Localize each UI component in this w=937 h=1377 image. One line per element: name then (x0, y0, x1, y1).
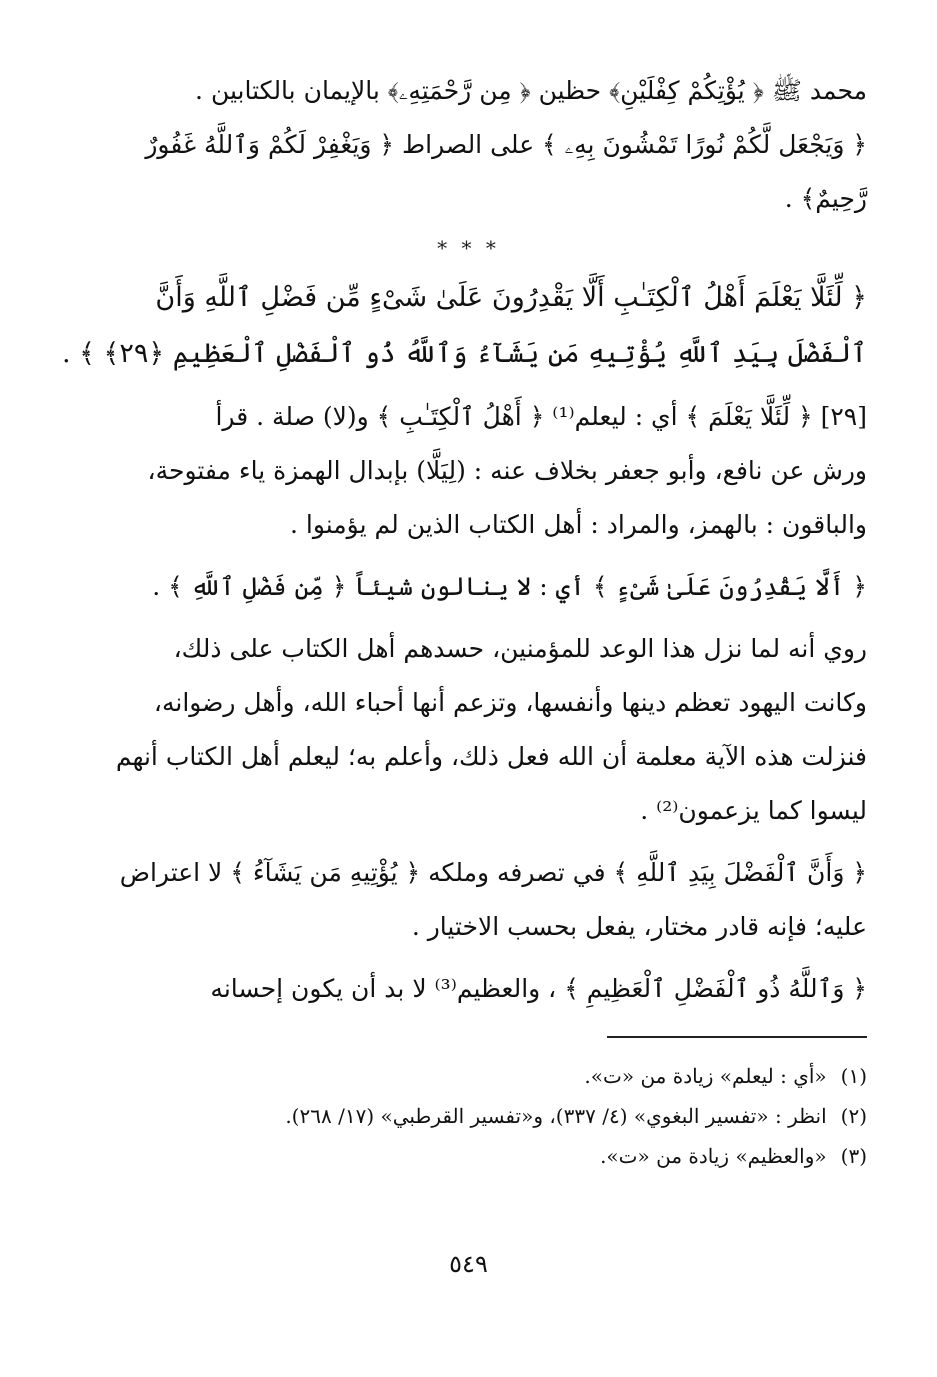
commentary-paragraph (70, 962, 867, 1016)
text-line: عليه؛ فإنه قادر مختار، يفعل بحسب الاختيار . (411, 912, 867, 941)
text-line: روي أنه لما نزل هذا الوعد للمؤمنين، حسدهم أهل الكتاب على ذلك، (173, 634, 867, 663)
footnote-divider-wrap (70, 1016, 867, 1056)
footnote-number: (١) (840, 1064, 867, 1088)
footnote (70, 1056, 867, 1096)
commentary-paragraph (70, 560, 867, 614)
text-line: فنزلت هذه الآية معلمة أن الله فعل ذلك، وأعلم به؛ ليعلم أهل الكتاب أنهم (115, 742, 867, 771)
text-line: ﴿ وَيَجْعَل لَّكُمْ نُورًا تَمْشُونَ بِهِۦ ﴾ على الصراط ﴿ وَيَغْفِرْ لَكُمْ وَٱللَّهُ غَفُورٌ (145, 130, 867, 159)
text-line: ﴿ أَلَّا يَقْدِرُونَ عَلَىٰ شَىْءٍ ﴾ أي : لا ينالون شيئاً ﴿ مِّن فَضْلِ ٱللَّهِ ﴾ . (152, 572, 867, 601)
text-line: ﴿ وَأَنَّ ٱلْفَضْلَ بِيَدِ ٱللَّهِ ﴾ في تصرفه وملكه ﴿ يُؤْتِيهِ مَن يَشَآءُ ﴾ لا اعتراض (119, 858, 867, 887)
section-separator: * * * (437, 236, 500, 260)
footnote (70, 1096, 867, 1136)
footnote-text: «أي : ليعلم» زيادة من «ت». (584, 1064, 827, 1088)
footnote-number: (٣) (840, 1144, 867, 1168)
commentary-paragraph (70, 622, 867, 838)
verse-line: ٱلْفَضْلَ بِيَدِ ٱللَّهِ يُؤْتِيهِ مَن يَشَآءُ وَٱللَّهُ ذُو ٱلْفَضْلِ ٱلْعَظِيمِ ﴿٢٩﴾ ﴾ . (61, 338, 867, 369)
text-line: ﴿ وَٱللَّهُ ذُو ٱلْفَضْلِ ٱلْعَظِيمِ ﴾ ، والعظيم⁽³⁾ لا بد أن يكون إحسانه (210, 974, 867, 1003)
commentary-paragraph (70, 846, 867, 954)
text-line: والباقون : بالهمز، والمراد : أهل الكتاب الذين لم يؤمنوا . (289, 510, 867, 539)
footnote (70, 1136, 867, 1176)
text-line: وكانت اليهود تعظم دينها وأنفسها، وتزعم أنها أحباء الله، وأهل رضوانه، (153, 688, 867, 717)
footnotes (70, 1056, 867, 1176)
footnote-text: انظر : «تفسير البغوي» (٤/ ٣٣٧)، و«تفسير القرطبي» (١٧/ ٢٦٨). (285, 1104, 827, 1128)
intro-text (70, 64, 867, 226)
page-number: ٥٤٩ (449, 1250, 488, 1278)
footnote-divider (607, 1036, 867, 1038)
text-line: [٢٩] ﴿ لِّئَلَّا يَعْلَمَ ﴾ أي : ليعلم⁽¹⁾ ﴿ أَهْلُ ٱلْكِتَـٰبِ ﴾ و(لا) صلة . قرأ (215, 402, 867, 431)
commentary-paragraph (70, 390, 867, 552)
footnote-text: «والعظيم» زيادة من «ت». (600, 1144, 827, 1168)
text-line: محمد ﷺ ﴿ يُؤْتِكُمْ كِفْلَيْنِ﴾ حظين ﴿ مِن رَّحْمَتِهِۦ﴾ بالإيمان بالكتابين . (195, 76, 867, 105)
footnote-number: (٢) (840, 1104, 867, 1128)
quran-verse (61, 270, 867, 382)
text-line: ليسوا كما يزعمون⁽²⁾ . (640, 796, 867, 825)
text-line: رَّحِيمٌ﴾ . (784, 184, 867, 213)
text-line: ورش عن نافع، وأبو جعفر بخلاف عنه : (لِيَلَّا) بإبدال الهمزة ياء مفتوحة، (147, 456, 867, 485)
verse-line: ﴿ لِّئَلَّا يَعْلَمَ أَهْلُ ٱلْكِتَـٰبِ أَلَّا يَقْدِرُونَ عَلَىٰ شَىْءٍ مِّن فَضْلِ ٱللَّهِ وَأَنَّ (155, 282, 867, 313)
